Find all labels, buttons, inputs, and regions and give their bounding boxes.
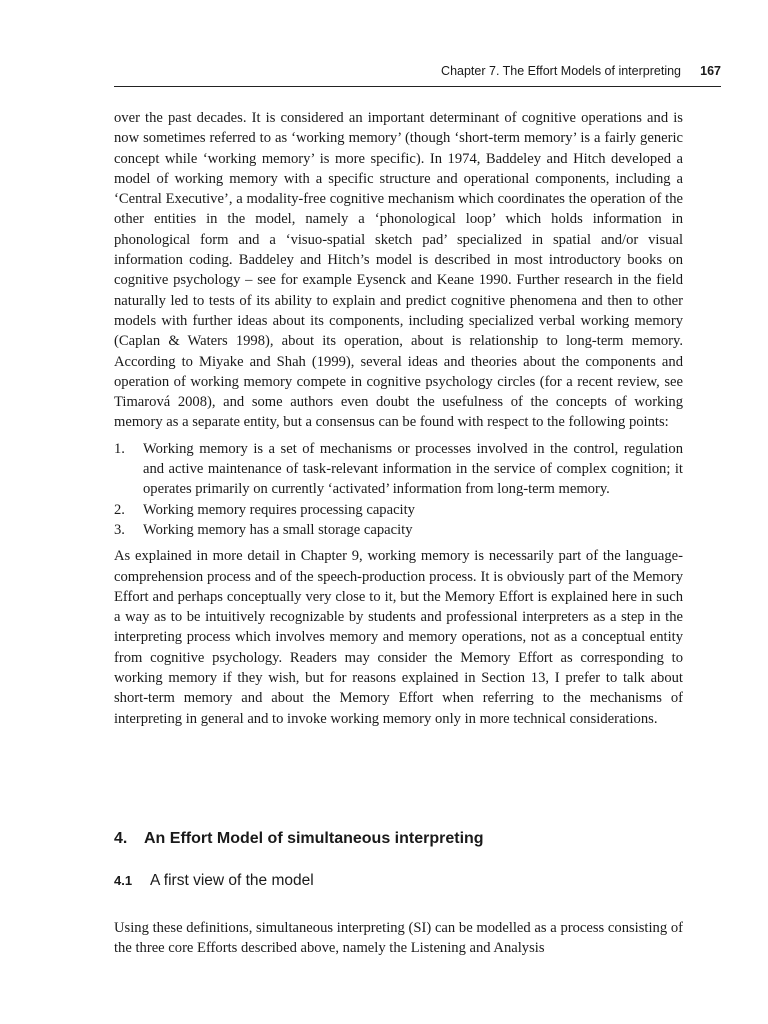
subsection-heading	[114, 872, 683, 890]
paragraph-working-memory: over the past decades. It is considered an important determinant of cognitive operations and is now sometimes referred to as ‘working memory’ (though ‘short-term memory’ is a fairly generic concept while ‘working memory’ is more specific). In 1974, Baddeley and Hitch developed a model of working memory with a specific structure and operational components, including a ‘Central Executive’, a modality-free cognitive mechanism which coordinates the operation of the other entities in the model, namely a ‘phonological loop’ which holds information in phonological form and a ‘visuo-spatial sketch pad’ specialized in spatial and/or visual information coding. Baddeley and Hitch’s model is described in most introductory books on cognitive psychology – see for example Eysenck and Keane 1990. Further research in the field naturally led to tests of its ability to explain and predict cognitive phenomena and then to other models with further ideas about its components, including specialized verbal working memory (Caplan & Waters 1998), about its operation, about is relationship to long-term memory. According to Miyake and Shah (1999), several ideas and theories about the components and operation of working memory compete in cognitive psychology circles (for a recent review, see Timarová 2008), and some authors even doubt the usefulness of the concepts of working memory as a separate entity, but a consensus can be found with respect to the following points:	[114, 110, 683, 431]
running-header-chapter-title: Chapter 7. The Effort Models of interpreting	[441, 64, 681, 78]
subsection-title: A first view of the model	[150, 872, 314, 889]
section-heading	[114, 830, 683, 848]
consensus-points-list	[114, 439, 683, 540]
list-item-text: Working memory is a set of mechanisms or processes involved in the control, regulation and active maintenance of task-relevant information in the service of complex cognition; it operates primarily on currently ‘activated’ information from long-term memory.	[143, 440, 683, 498]
subsection-number: 4.1	[114, 873, 133, 888]
list-item	[114, 439, 683, 500]
list-item-text: Working memory has a small storage capacity	[143, 521, 413, 538]
main-text	[114, 108, 683, 729]
paragraph-si-model: Using these definitions, simultaneous interpreting (SI) can be modelled as a process consisting of the three core Efforts described above, namely the Listening and Analysis	[114, 919, 683, 956]
list-item	[114, 500, 683, 520]
list-item-text: Working memory requires processing capacity	[143, 501, 415, 518]
running-header	[114, 62, 721, 87]
section-number: 4.	[114, 830, 128, 847]
list-item-number: 1.	[114, 440, 125, 457]
page-number: 167	[700, 64, 721, 78]
paragraph-memory-effort: As explained in more detail in Chapter 9, working memory is necessarily part of the language-comprehension process and of the speech-production process. It is obviously part of the Memory Effort and perhaps conceptually very close to it, but the Memory Effort is explained here in such a way as to be intuitively recognizable by students and professional interpreters as a step in the interpreting process which involves memory and memory operations, not as a conceptual entity from cognitive psychology. Readers may consider the Memory Effort as corresponding to working memory if they wish, but for reasons explained in Section 13, I prefer to talk about short-term memory and about the Memory Effort when referring to the mechanisms of interpreting in general and to invoke working memory only in more technical considerations.	[114, 548, 683, 727]
list-item-number: 2.	[114, 501, 125, 518]
list-item-number: 3.	[114, 521, 125, 538]
list-item	[114, 520, 683, 540]
section-title: An Effort Model of simultaneous interpreting	[144, 830, 484, 847]
